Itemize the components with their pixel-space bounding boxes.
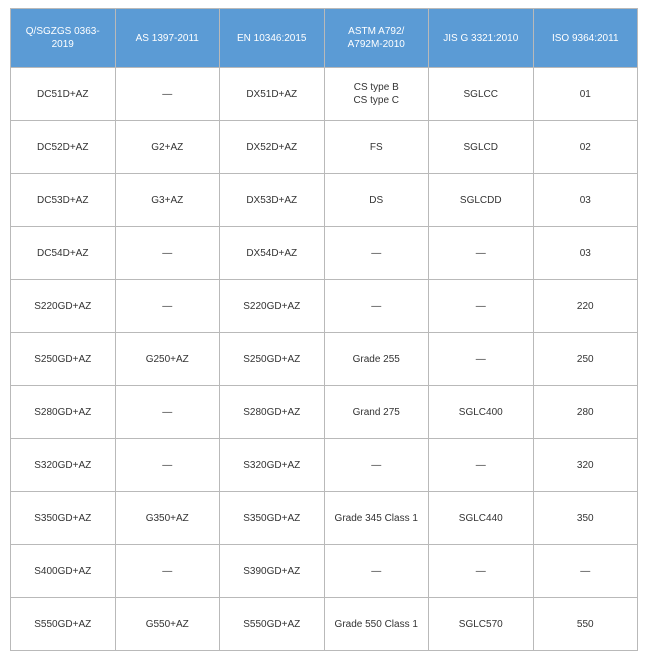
table-cell-en: DX51D+AZ [220, 68, 325, 121]
header-cell-iso: ISO 9364:2011 [533, 9, 638, 68]
table-cell-iso: 250 [533, 333, 638, 386]
table-cell-iso: — [533, 545, 638, 598]
table-cell-iso: 320 [533, 439, 638, 492]
table-cell-qsgzgs: S250GD+AZ [11, 333, 116, 386]
table-cell-qsgzgs: S350GD+AZ [11, 492, 116, 545]
table-row [11, 598, 638, 651]
table-cell-astm: Grade 550 Class 1 [324, 598, 429, 651]
table-cell-en: S220GD+AZ [220, 280, 325, 333]
table-row [11, 492, 638, 545]
table-cell-as: — [115, 439, 220, 492]
table-cell-en: S350GD+AZ [220, 492, 325, 545]
table-cell-en: DX54D+AZ [220, 227, 325, 280]
table-cell-jis: — [429, 439, 534, 492]
table-cell-jis: SGLCDD [429, 174, 534, 227]
header-cell-astm: ASTM A792/ A792M-2010 [324, 9, 429, 68]
table-row [11, 333, 638, 386]
table-row [11, 174, 638, 227]
table-cell-jis: SGLCC [429, 68, 534, 121]
table-cell-en: S320GD+AZ [220, 439, 325, 492]
table-cell-astm: Grade 345 Class 1 [324, 492, 429, 545]
table-cell-as: G3+AZ [115, 174, 220, 227]
table-row [11, 68, 638, 121]
table-header [11, 9, 638, 68]
table-cell-en: S390GD+AZ [220, 545, 325, 598]
table-row [11, 121, 638, 174]
table-cell-jis: SGLCD [429, 121, 534, 174]
table-cell-en: DX53D+AZ [220, 174, 325, 227]
table-cell-as: G250+AZ [115, 333, 220, 386]
table-cell-iso: 280 [533, 386, 638, 439]
table-cell-iso: 550 [533, 598, 638, 651]
header-cell-en: EN 10346:2015 [220, 9, 325, 68]
table-cell-jis: SGLC570 [429, 598, 534, 651]
table-cell-qsgzgs: S280GD+AZ [11, 386, 116, 439]
table-cell-astm: CS type B CS type C [324, 68, 429, 121]
table-cell-qsgzgs: S320GD+AZ [11, 439, 116, 492]
table-cell-jis: — [429, 545, 534, 598]
table-cell-qsgzgs: S220GD+AZ [11, 280, 116, 333]
table-cell-iso: 03 [533, 174, 638, 227]
table-cell-en: S280GD+AZ [220, 386, 325, 439]
table-cell-as: G350+AZ [115, 492, 220, 545]
table-cell-jis: SGLC400 [429, 386, 534, 439]
table-row [11, 386, 638, 439]
header-cell-as: AS 1397-2011 [115, 9, 220, 68]
table-cell-as: — [115, 386, 220, 439]
table-cell-as: — [115, 68, 220, 121]
header-cell-jis: JIS G 3321:2010 [429, 9, 534, 68]
table-cell-astm: — [324, 439, 429, 492]
table-cell-iso: 02 [533, 121, 638, 174]
table-cell-as: — [115, 280, 220, 333]
table-cell-astm: Grand 275 [324, 386, 429, 439]
table-cell-qsgzgs: S550GD+AZ [11, 598, 116, 651]
table-cell-jis: — [429, 333, 534, 386]
table-cell-astm: DS [324, 174, 429, 227]
table-cell-jis: — [429, 280, 534, 333]
table-cell-en: DX52D+AZ [220, 121, 325, 174]
table-cell-as: G2+AZ [115, 121, 220, 174]
table-cell-en: S250GD+AZ [220, 333, 325, 386]
standards-comparison-table-container [10, 8, 638, 651]
table-cell-astm: — [324, 227, 429, 280]
table-cell-as: — [115, 545, 220, 598]
table-cell-iso: 01 [533, 68, 638, 121]
standards-comparison-table [10, 8, 638, 651]
table-cell-astm: FS [324, 121, 429, 174]
table-cell-iso: 350 [533, 492, 638, 545]
table-cell-jis: — [429, 227, 534, 280]
header-row [11, 9, 638, 68]
table-cell-qsgzgs: DC53D+AZ [11, 174, 116, 227]
table-cell-qsgzgs: DC54D+AZ [11, 227, 116, 280]
table-cell-qsgzgs: S400GD+AZ [11, 545, 116, 598]
table-row [11, 545, 638, 598]
table-cell-as: — [115, 227, 220, 280]
table-row [11, 439, 638, 492]
table-cell-astm: Grade 255 [324, 333, 429, 386]
table-cell-jis: SGLC440 [429, 492, 534, 545]
table-cell-qsgzgs: DC51D+AZ [11, 68, 116, 121]
header-cell-qsgzgs: Q/SGZGS 0363-2019 [11, 9, 116, 68]
table-row [11, 227, 638, 280]
table-body [11, 68, 638, 651]
table-cell-en: S550GD+AZ [220, 598, 325, 651]
table-cell-as: G550+AZ [115, 598, 220, 651]
table-cell-astm: — [324, 545, 429, 598]
table-cell-iso: 220 [533, 280, 638, 333]
table-cell-qsgzgs: DC52D+AZ [11, 121, 116, 174]
table-cell-iso: 03 [533, 227, 638, 280]
table-cell-astm: — [324, 280, 429, 333]
table-row [11, 280, 638, 333]
